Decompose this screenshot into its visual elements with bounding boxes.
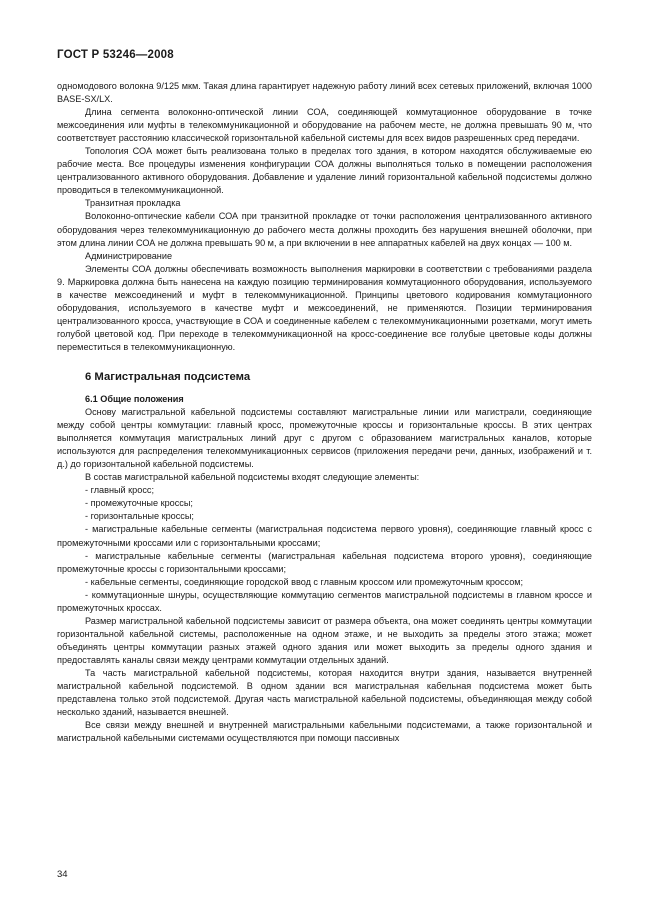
standard-header: ГОСТ Р 53246—2008 [57,49,174,61]
paragraph: Волоконно-оптические кабели СОА при транзитной прокладке от точки расположения централизованного активного оборудования через телекоммуникационную до рабочего места должны проходить без нарушения внешней оболочки, при этом длина линии СОА не должна превышать 90 м, а при включении в нее аппаратных кабелей на двух концах — 100 м. [57,211,592,248]
paragraph: одномодового волокна 9/125 мкм. Такая длина гарантирует надежную работу линий всех сетевых приложений, включая 1000 BASE-SX/LX. [57,81,592,105]
list-item: - коммутационные шнуры, осуществляющие коммутацию сегментов магистральной подсистемы в главном кроссе и промежуточных кроссах. [57,589,592,613]
paragraph: Топология СОА может быть реализована только в пределах того здания, в котором находятся обслуживаемые ею рабочие места. Все процедуры изменения конфигурации СОА должны выполняться только в помещении расположения централизованного активного оборудования. Добавление и удаление линий горизонтальной кабельной подсистемы должно проводиться в телекоммуникационной. [57,146,592,196]
list-item: - промежуточные кроссы; [85,498,193,509]
list-item: - магистральные кабельные сегменты (магистральная подсистема первого уровня), соединяющие главный кросс с промежуточными кроссами или с горизонтальными кроссами; [57,524,592,548]
paragraph: Размер магистральной кабельной подсистемы зависит от размера объекта, она может соединять центры коммутации горизонтальной кабельной системы, расположенные на одном этаже, и не выходить за пределы этого этажа; может объединять центры коммутации разных этажей одного здания или может выходить за пределы одного здания и предоставлять каналы связи между центрами коммутации отдельных зданий. [57,615,592,665]
paragraph: Элементы СОА должны обеспечивать возможность выполнения маркировки в соответствии с требованиями раздела 9. Маркировка должна быть нанесена на каждую позицию терминирования коммутационного оборудования, используемого в качестве межсоединений и муфт в телекоммуникационной. Принципы цветового кодирования коммутационного оборудования, используемого в качестве муфт и межсоединений, не применяются. Позиции терминирования централизованного кросса, участвующие в СОА и соединенные кабелем с телекоммуникационными розетками, могут иметь голубой цветовой код. При переходе в телекоммуникационной на кросс-соединение все голубые цветовые коды должны переместиться в телекоммуникационную. [57,263,592,352]
paragraph: Та часть магистральной кабельной подсистемы, которая находится внутри здания, называется внутренней магистральной кабельной подсистемой. В одном здании вся магистральная кабельная подсистема может быть представлена только этой подсистемой. Другая часть магистральной кабельной подсистемы, объединяющая между собой несколько зданий, называется внешней. [57,667,592,718]
paragraph: Длина сегмента волоконно-оптической линии СОА, соединяющей коммутационное оборудование в точке межсоединения или муфты в телекоммуникационной и оборудование на рабочем месте, не должна превышать 90 м, что соответствует расстоянию классической горизонтальной кабельной системы для всех видов разрешенных сред передачи. [57,107,592,144]
section-title: 6 Магистральная подсистема [85,370,251,383]
paragraph: В состав магистральной кабельной подсистемы входят следующие элементы: [85,472,420,483]
paragraph: Основу магистральной кабельной подсистемы составляют магистральные линии или магистрали, соединяющие между собой центры коммутации: главный кросс, промежуточные кроссы и горизонтальные кроссы. В этих центрах выполняется коммутация магистральных линий друг с другом с образованием магистральных каналов, которые используются для распределения телекоммуникационных сервисов (приложения передачи речи, данных, изображений и т. д.) до горизонтальной кабельной подсистемы. [57,407,592,470]
subheading-administration: Администрирование [85,250,173,261]
list-item: - главный кросс; [85,485,154,496]
subheading-transit: Транзитная прокладка [85,198,181,209]
list-item: - горизонтальные кроссы; [85,511,194,522]
list-item: - магистральные кабельные сегменты (магистральная кабельная подсистема второго уровня), соединяющие промежуточные кроссы с горизонтальными кроссами; [57,550,592,574]
document-body [57,80,592,745]
paragraph: Все связи между внешней и внутренней магистральными кабельными подсистемами, а также горизонтальной и магистральной кабельными системами осуществляются при помощи пассивных [57,720,592,744]
list-item: - кабельные сегменты, соединяющие городской ввод с главным кроссом или промежуточным кроссом; [85,576,524,587]
subsection-title: 6.1 Общие положения [85,393,184,404]
page-number: 34 [57,869,68,880]
